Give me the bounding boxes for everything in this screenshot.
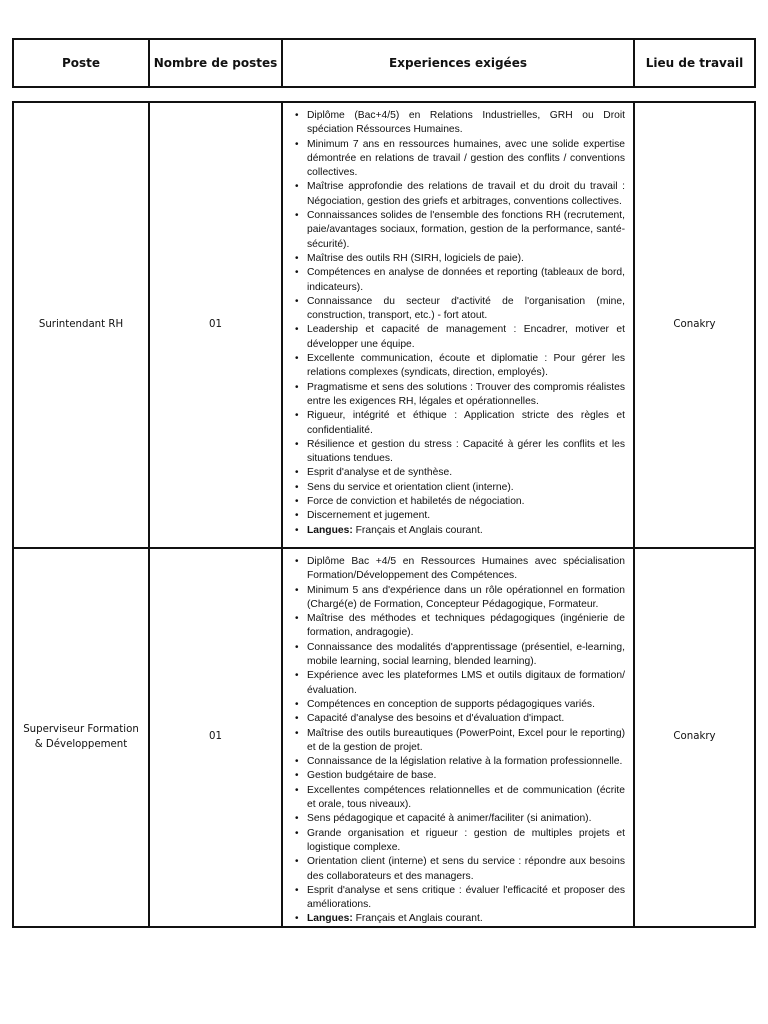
experiences-cell: [283, 549, 635, 926]
list-item: • Diplôme (Bac+4/5) en Relations Industrielles, GRH ou Droit spéciation Réssources Humaines.: [289, 109, 627, 138]
list-item: • Minimum 7 ans en ressources humaines, avec une solide expertise démontrée en relations de travail / gestion des conflits / conventions collectives.: [289, 138, 627, 181]
header-experiences: Experiences exigées: [283, 40, 635, 86]
list-item: • Grande organisation et rigueur : gestion de multiples projets et logistique complexe.: [289, 827, 627, 856]
list-item: • Force de conviction et habiletés de négociation.: [289, 495, 627, 509]
list-item: • Compétences en analyse de données et reporting (tableaux de bord, indicateurs).: [289, 266, 627, 295]
list-item: • Minimum 5 ans d'expérience dans un rôle opérationnel en formation (Chargé(e) de Formation, Concepteur Pédagogique, Formateur.: [289, 584, 627, 613]
job-table: [12, 101, 756, 928]
list-item: • Connaissance des modalités d'apprentissage (présentiel, e-learning, mobile learning, social learning, blended learning).: [289, 641, 627, 670]
list-item: • Résilience et gestion du stress : Capacité à gérer les conflits et les situations tendues.: [289, 438, 627, 467]
list-item-langues: [289, 524, 627, 538]
list-item: • Compétences en conception de supports pédagogiques variés.: [289, 698, 627, 712]
poste-cell: Surintendant RH: [14, 103, 150, 547]
list-item: • Expérience avec les plateformes LMS et outils digitaux de formation/ évaluation.: [289, 669, 627, 698]
list-item: • Esprit d'analyse et de synthèse.: [289, 466, 627, 480]
langues-value: Français et Anglais courant.: [352, 524, 483, 536]
list-item: • Connaissances solides de l'ensemble des fonctions RH (recrutement, paie/avantages sociaux, formation, gestion de la performance, santé-sécurité).: [289, 209, 627, 252]
list-item: • Maîtrise approfondie des relations de travail et du droit du travail : Négociation, gestion des griefs et arbitrages, conventions collectives.: [289, 180, 627, 209]
header-nombre-postes: Nombre de postes: [150, 40, 283, 86]
requirements-list: [289, 109, 627, 538]
list-item: • Capacité d'analyse des besoins et d'évaluation d'impact.: [289, 712, 627, 726]
table-row: [14, 103, 754, 549]
table-row: [14, 549, 754, 926]
list-item: • Pragmatisme et sens des solutions : Trouver des compromis réalistes entre les exigences RH, légales et opérationnelles.: [289, 381, 627, 410]
experiences-cell: [283, 103, 635, 547]
list-item: • Sens du service et orientation client (interne).: [289, 481, 627, 495]
table-header: [12, 38, 756, 88]
list-item: • Excellentes compétences relationnelles et de communication (écrite et orale, tous niveaux).: [289, 784, 627, 813]
langues-value: Français et Anglais courant.: [352, 913, 483, 925]
poste-cell: Superviseur Formation & Développement: [14, 549, 150, 926]
lieu-cell: Conakry: [673, 318, 716, 330]
header-lieu: Lieu de travail: [645, 56, 744, 70]
list-item: • Discernement et jugement.: [289, 509, 627, 523]
list-item: • Orientation client (interne) et sens du service : répondre aux besoins des collaborateurs et des managers.: [289, 855, 627, 884]
list-item: • Connaissance de la législation relative à la formation professionnelle.: [289, 755, 627, 769]
list-item: • Maîtrise des outils RH (SIRH, logiciels de paie).: [289, 252, 627, 266]
list-item: • Maîtrise des outils bureautiques (PowerPoint, Excel pour le reporting) et de la gestion de projet.: [289, 727, 627, 756]
nombre-cell: 01: [150, 549, 283, 926]
list-item: • Diplôme Bac +4/5 en Ressources Humaines avec spécialisation Formation/Développement des Compétences.: [289, 555, 627, 584]
list-item: • Connaissance du secteur d'activité de l'organisation (mine, construction, transport, etc.) - fort atout.: [289, 295, 627, 324]
list-item: • Esprit d'analyse et sens critique : évaluer l'efficacité et proposer des améliorations.: [289, 884, 627, 913]
requirements-list: [289, 555, 627, 927]
nombre-cell: 01: [150, 103, 283, 547]
header-poste: Poste: [14, 40, 150, 86]
list-item: • Rigueur, intégrité et éthique : Application stricte des règles et confidentialité.: [289, 409, 627, 438]
list-item: • Gestion budgétaire de base.: [289, 769, 627, 783]
list-item-langues: [289, 912, 627, 926]
list-item: • Leadership et capacité de management : Encadrer, motiver et développer une équipe.: [289, 323, 627, 352]
lieu-cell: Conakry: [673, 731, 716, 743]
langues-label: Langues:: [307, 913, 353, 925]
langues-label: Langues:: [307, 524, 353, 536]
list-item: • Maîtrise des méthodes et techniques pédagogiques (ingénierie de formation, andragogie).: [289, 612, 627, 641]
list-item: • Excellente communication, écoute et diplomatie : Pour gérer les relations complexes (syndicats, direction, employés).: [289, 352, 627, 381]
list-item: • Sens pédagogique et capacité à animer/faciliter (si animation).: [289, 812, 627, 826]
